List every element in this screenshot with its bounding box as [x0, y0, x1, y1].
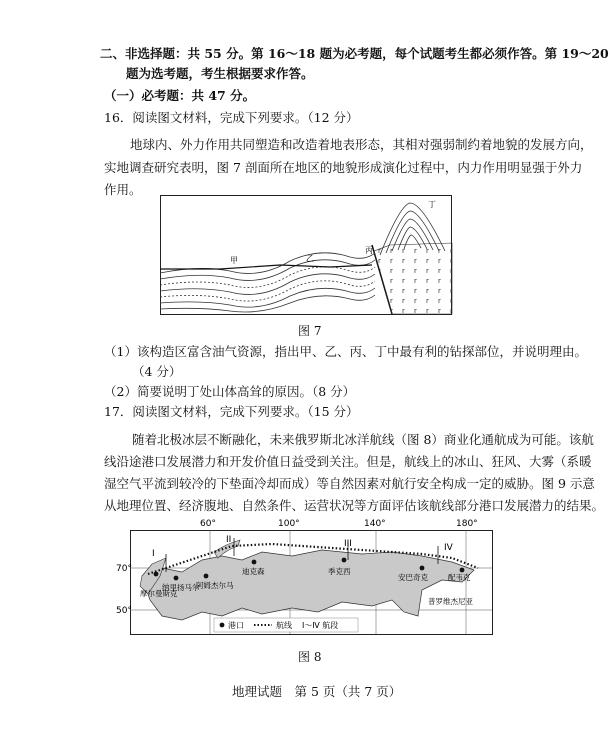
q17-stem: 17．阅读图文材料，完成下列要求。（15 分）	[104, 404, 359, 419]
figure-7-caption: 图 7	[298, 324, 322, 338]
place-naryan-mar: 纳里扬马尔	[162, 583, 200, 592]
q16-sub1-line2: （4 分）	[132, 364, 182, 379]
port-dikson	[252, 560, 257, 565]
lat-tick-70: 70°	[116, 564, 132, 574]
q16-para-line1: 地球内、外力作用共同塑造和改造着地表形态，其相对强弱制约着地貌的发展方向，	[130, 137, 593, 152]
q17-para-line3: 湿空气平流到较冷的下垫面冷却而成）等自然因素对航行安全构成一定的威胁。图 9 示意	[104, 476, 595, 491]
legend-route: 航线	[276, 621, 292, 630]
port-murmansk	[154, 572, 159, 577]
required-header: （一）必考题：共 47 分。	[104, 88, 256, 103]
place-tiksi: 季克西	[328, 567, 351, 576]
q17-para-line4: 从地理位置、经济腹地、自然条件、运营状况等方面评估该航线部分港口发展潜力的结果。	[104, 498, 605, 513]
q16-para-line2: 实地调查研究表明，图 7 剖面所在地区的地貌形成演化过程中，内力作用明显强于外力	[104, 160, 583, 175]
port-pevek	[460, 568, 465, 573]
q17-para-line1: 随着北极冰层不断融化，未来俄罗斯北冰洋航线（图 8）商业化通航成为可能。该航	[132, 432, 594, 447]
q17-para-line2: 线沿途港口发展潜力和开发价值日益受到关注。但是，航线上的冰山、狂风、大雾（系暖	[104, 454, 592, 469]
segment-IV: IV	[444, 543, 453, 553]
q16-para-line3: 作用。	[104, 182, 142, 197]
legend-segment: Ⅰ～Ⅳ 航段	[302, 621, 339, 630]
label-ding: 丁	[428, 200, 436, 209]
lon-tick-60: 60°	[200, 519, 216, 529]
lon-tick-140: 140°	[364, 519, 386, 529]
place-dikson: 迪克森	[242, 567, 265, 576]
lat-tick-50: 50°	[116, 606, 132, 616]
lon-tick-100: 100°	[278, 519, 300, 529]
place-provideniya: 普罗维杰尼亚	[428, 597, 473, 606]
q16-stem: 16．阅读图文材料，完成下列要求。（12 分）	[104, 110, 359, 125]
segment-II: II	[226, 535, 232, 545]
legend-port: 港口	[228, 621, 244, 630]
figure-8-caption: 图 8	[298, 650, 322, 664]
lon-tick-180: 180°	[456, 519, 478, 529]
segment-I: I	[152, 549, 155, 559]
page-footer: 地理试题 第 5 页（共 7 页）	[232, 684, 402, 699]
figure-8-map	[116, 516, 502, 640]
port-tiksi	[342, 558, 347, 563]
figure-7-cross-section	[160, 195, 452, 315]
place-amderma: 阿姆杰尔马	[196, 581, 234, 590]
map-legend	[214, 618, 358, 632]
port-amderma	[204, 574, 209, 579]
section-header-line1: 二、非选择题：共 55 分。第 16～18 题为必考题，每个试题考生都必须作答。第 19～20	[100, 46, 609, 61]
port-naryan-mar	[174, 576, 179, 581]
legend-port-symbol	[220, 623, 225, 628]
place-pevek: 配韦克	[448, 573, 471, 582]
section-header-line2: 题为选考题，考生根据要求作答。	[126, 66, 314, 81]
segment-III: III	[344, 539, 352, 549]
label-bing: 丙	[365, 246, 373, 255]
q16-sub2: （2）简要说明丁处山体高耸的原因。（8 分）	[104, 384, 356, 399]
q16-sub1-line1: （1）该构造区富含油气资源，指出甲、乙、丙、丁中最有利的钻探部位，并说明理由。	[104, 344, 587, 359]
place-ambarchik: 安巴奇克	[398, 573, 428, 582]
label-jia: 甲	[230, 256, 238, 265]
port-ambarchik	[420, 566, 425, 571]
place-murmansk: 摩尔曼斯克	[140, 589, 178, 598]
label-yi: 乙	[306, 254, 314, 263]
